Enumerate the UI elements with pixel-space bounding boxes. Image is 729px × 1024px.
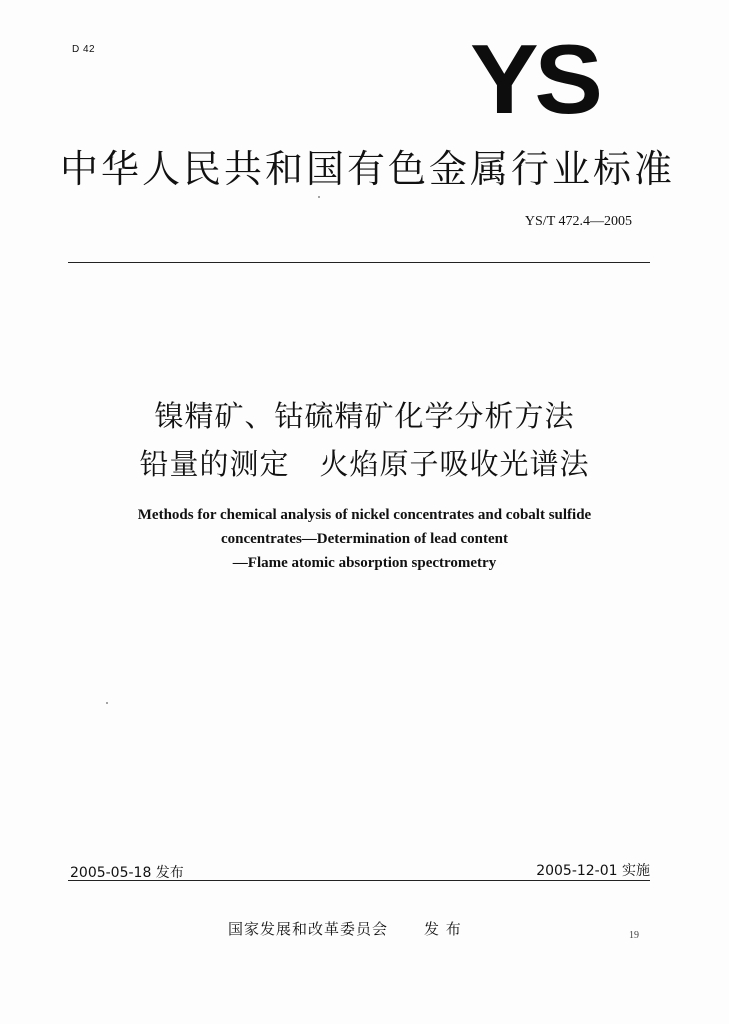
ys-logo: YS (470, 24, 599, 134)
chinese-title-line-2: 铅量的测定 火焰原子吸收光谱法 (139, 447, 590, 481)
issuer-name: 国家发展和改革委员会 (228, 920, 389, 938)
issue-date: 2005-05-18 发布 (70, 865, 184, 881)
standard-title: 中华人民共和国有色金属行业标准 (60, 147, 676, 191)
header-divider (68, 262, 650, 263)
english-title-line-1: Methods for chemical analysis of nickel concentrates and cobalt sulfide (137, 507, 592, 523)
classification-code: D 42 (72, 44, 96, 55)
page-number: 19 (629, 930, 639, 941)
issuer-line (228, 918, 462, 939)
scan-speck (106, 702, 108, 704)
footer-divider (68, 880, 650, 881)
scan-speck (318, 196, 320, 198)
standard-number: YS/T 472.4—2005 (524, 214, 632, 229)
chinese-title-line-1: 镍精矿、钴硫精矿化学分析方法 (154, 399, 575, 433)
issue-word: 发 布 (424, 920, 462, 938)
english-title-line-3: —Flame atomic absorption spectrometry (232, 555, 497, 571)
effective-date: 2005-12-01 实施 (536, 863, 650, 879)
english-title-line-2: concentrates—Determination of lead content (220, 531, 508, 547)
